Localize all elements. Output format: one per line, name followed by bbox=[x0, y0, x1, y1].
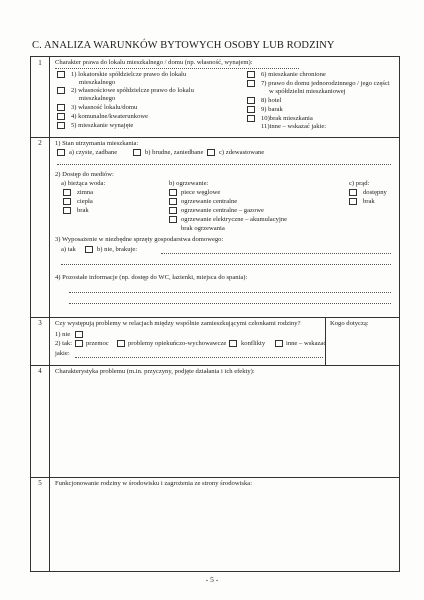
row-number: 5 bbox=[38, 479, 42, 487]
answer-no-label: 1) nie bbox=[55, 331, 71, 338]
option-label: c) zdewastowane bbox=[219, 149, 265, 156]
dotted-line bbox=[55, 68, 299, 69]
checkbox-water-cold[interactable] bbox=[63, 189, 71, 196]
option-label: mieszkalnego bbox=[79, 79, 116, 86]
power-label: c) prąd: bbox=[349, 180, 370, 187]
checkbox-no[interactable] bbox=[75, 331, 83, 338]
option-label: konflikty bbox=[241, 340, 266, 347]
option-label: brak bbox=[363, 198, 375, 205]
option-label: inne – wskazać bbox=[286, 340, 327, 347]
checkbox-brak-mieszkania[interactable] bbox=[247, 115, 255, 122]
option-label: b) nie, brakuje: bbox=[97, 246, 138, 253]
environment-heading: Funkcjonowanie rodziny w środowisku i zagrożenia ze strony środowiska: bbox=[55, 480, 253, 487]
dotted-line bbox=[57, 164, 391, 165]
answer-yes-label: 2) tak: bbox=[55, 340, 73, 347]
option-label: 10)brak mieszkania bbox=[261, 115, 313, 122]
checkbox-water-none[interactable] bbox=[63, 207, 71, 214]
option-label: problemy opiekuńczo-wychowawcze bbox=[128, 340, 227, 347]
dotted-line bbox=[61, 264, 391, 265]
checkbox-devastated[interactable] bbox=[207, 149, 215, 156]
row-number: 3 bbox=[38, 319, 42, 327]
option-label: a) tak bbox=[61, 246, 76, 253]
form-table bbox=[30, 56, 400, 572]
checkbox-conflicts[interactable] bbox=[229, 340, 237, 347]
equipment-question: 3) Wyposażenie w niezbędne sprzęty gospodarstwa domowego: bbox=[55, 236, 224, 243]
checkbox-other[interactable] bbox=[275, 340, 283, 347]
option-label: 1) lokatorskie spółdzielcze prawo do lokalu bbox=[71, 71, 187, 78]
option-label: 7) prawo do domu jednorodzinnego / jego części bbox=[261, 80, 390, 87]
condition-question: 1) Stan utrzymania mieszkania: bbox=[55, 140, 139, 147]
row-housing-condition bbox=[31, 137, 399, 318]
checkbox-violence[interactable] bbox=[75, 340, 83, 347]
option-label: brak bbox=[77, 207, 89, 214]
option-label: 5) mieszkanie wynajęte bbox=[71, 122, 134, 129]
checkbox-heating-gas[interactable] bbox=[169, 207, 177, 214]
option-label: piece węglowe bbox=[181, 189, 221, 196]
option-label: zimna bbox=[77, 189, 94, 196]
row-family-relations bbox=[31, 317, 399, 366]
dotted-line bbox=[69, 303, 391, 304]
checkbox-clean[interactable] bbox=[57, 149, 65, 156]
problem-heading: Charakterystyka problemu (m.in. przyczyny, podjęte działania i ich efekty): bbox=[55, 368, 255, 375]
section-title: C. ANALIZA WARUNKÓW BYTOWYCH OSOBY LUB RODZINY bbox=[32, 40, 335, 51]
other-info-question: 4) Pozostałe informacje (np. dostęp do WC, łazienki, miejsca do spania): bbox=[55, 274, 248, 281]
which-label: jakie: bbox=[55, 350, 70, 357]
checkbox-equipment-yes[interactable] bbox=[85, 246, 93, 253]
option-label: 8) hotel bbox=[261, 97, 282, 104]
option-label: w spółdzielni mieszkaniowej bbox=[269, 88, 346, 95]
dotted-line bbox=[75, 357, 323, 358]
checkbox-heating-electric[interactable] bbox=[169, 216, 177, 223]
checkbox-water-warm[interactable] bbox=[63, 198, 71, 205]
dotted-line bbox=[69, 292, 391, 293]
row-number: 4 bbox=[38, 367, 42, 375]
option-label: 2) własnościowe spółdzielcze prawo do lokalu bbox=[71, 87, 194, 94]
row-number: 2 bbox=[38, 139, 42, 147]
checkbox-heating-coal[interactable] bbox=[169, 189, 177, 196]
option-label: ogrzewanie centralne bbox=[181, 198, 238, 205]
checkbox-dom-jednorodzinny[interactable] bbox=[247, 80, 255, 87]
option-label: ogrzewanie elektryczne – akumulacyjne bbox=[181, 216, 287, 223]
row-housing-rights bbox=[31, 57, 399, 138]
option-label: mieszkalnego bbox=[79, 95, 116, 102]
checkbox-dirty[interactable] bbox=[133, 149, 141, 156]
checkbox-wynajete[interactable] bbox=[57, 122, 65, 129]
option-label: a) czyste, zadbane bbox=[69, 149, 118, 156]
option-label: brak ogrzewania bbox=[181, 225, 225, 232]
checkbox-care-problems[interactable] bbox=[117, 340, 125, 347]
checkbox-power-none[interactable] bbox=[349, 198, 357, 205]
checkbox-chronione[interactable] bbox=[247, 71, 255, 78]
checkbox-wlasnosc[interactable] bbox=[57, 104, 65, 111]
option-label: 6) mieszkanie chronione bbox=[261, 71, 326, 78]
checkbox-komunalne[interactable] bbox=[57, 113, 65, 120]
checkbox-wlasnosciowe[interactable] bbox=[57, 87, 65, 94]
who-concerned-label: Kogo dotyczą: bbox=[330, 320, 369, 327]
media-question: 2) Dostęp do mediów: bbox=[55, 171, 114, 178]
checkbox-power-available[interactable] bbox=[349, 189, 357, 196]
option-label: 9) barak bbox=[261, 106, 283, 113]
dotted-line bbox=[161, 253, 391, 254]
checkbox-barak[interactable] bbox=[247, 106, 255, 113]
option-label: ogrzewanie centralne – gazowe bbox=[181, 207, 264, 214]
checkbox-heating-central[interactable] bbox=[169, 198, 177, 205]
option-label: 3) własność lokalu/domu bbox=[71, 104, 138, 111]
option-label: b) brudne, zaniedbane bbox=[145, 149, 204, 156]
checkbox-lokatorskie[interactable] bbox=[57, 71, 65, 78]
relations-question: Czy występują problemy w relacjach między wspólnie zamieszkującymi członkami rodziny? bbox=[55, 320, 301, 327]
housing-rights-heading: Charakter prawa do lokalu mieszkalnego / domu (np. własność, wynajem): bbox=[55, 59, 253, 66]
row-number: 1 bbox=[38, 59, 42, 67]
row-problem-description bbox=[31, 365, 399, 478]
water-label: a) bieżąca woda: bbox=[61, 180, 106, 187]
option-label: 11)inne – wskazać jakie: bbox=[261, 123, 327, 130]
row-family-environment bbox=[31, 477, 399, 571]
option-label: dostępny bbox=[363, 189, 387, 196]
heating-label: b) ogrzewanie: bbox=[169, 180, 209, 187]
option-label: 4) komunalne/kwaterunkowe bbox=[71, 113, 149, 120]
option-label: ciepła bbox=[77, 198, 93, 205]
option-label: przemoc bbox=[86, 340, 109, 347]
page-number: - 5 - bbox=[205, 575, 219, 584]
checkbox-hotel[interactable] bbox=[247, 97, 255, 104]
